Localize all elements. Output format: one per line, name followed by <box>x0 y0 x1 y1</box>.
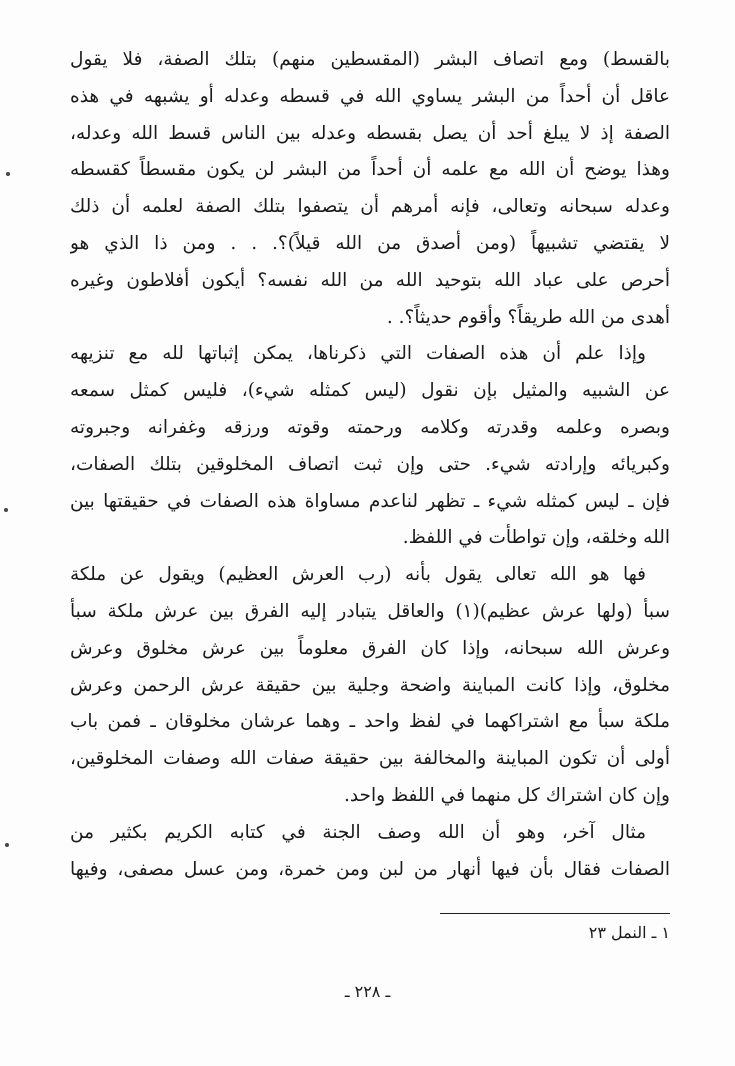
text-line-21: وإن كان اشتراك كل منهما في اللفظ واحد. <box>343 784 670 806</box>
text-line-19: ملكة سبأ مع اشتراكهما في لفظ واحد ـ وهما عرشان مخلوقان ـ فمن باب <box>70 711 670 733</box>
text-line-22: مثال آخر، وهو أن الله وصف الجنة في كتابه الكريم بكثير من <box>70 821 646 843</box>
text-line-20: أولى أن تكون المباينة والمخالفة بين حقيقة صفات الله وصفات المخلوقين، <box>70 748 670 770</box>
text-line-9: وإذا علم أن هذه الصفات التي ذكرناها، يمكن إثباتها لله مع تنزيهه <box>70 343 646 365</box>
text-line-12: وكبريائه وإرادته شيء. حتى وإن ثبت اتصاف المخلوقين بتلك الصفات، <box>70 453 670 475</box>
text-line-16: سبأ (ولها عرش عظيم)(١) والعاقل يتبادر إليه الفرق بين عرش ملكة سبأ <box>70 600 670 622</box>
scan-speck <box>5 843 9 847</box>
text-line-8: أهدى من الله طريقاً؟ وأقوم حديثاً؟. . <box>386 306 670 328</box>
text-line-13: فإن ـ ليس كمثله شيء ـ تظهر لناعدم مساواة هذه الصفات في حقيقتها بين <box>70 490 670 512</box>
scan-speck <box>6 172 10 176</box>
text-line-1: بالقسط) ومع اتصاف البشر (المقسطين منهم) بتلك الصفة، فلا يقول <box>70 49 670 70</box>
text-line-4: وهذا يوضح أن الله مع علمه أن أحداً من البشر لن يكون مقسطاً كقسطه <box>70 159 670 181</box>
text-line-7: أحرص على عباد الله بتوحيد الله من الله نفسه؟ أيكون أفلاطون وغيره <box>70 269 670 291</box>
text-line-3: الصفة إذ لا يبلغ أحد أن يصل بقسطه وعدله بين الناس قسط الله وعدله، <box>70 122 670 144</box>
page-number: ـ ٢٢٨ ـ <box>344 982 391 1001</box>
text-line-15: فها هو الله تعالى يقول بأنه (رب العرش العظيم) ويقول عن ملكة <box>70 564 646 586</box>
text-line-10: عن الشبيه والمثيل بإن نقول (ليس كمثله شيء)، فليس كمثل سمعه <box>70 380 670 402</box>
text-line-17: وعرش الله سبحانه، وإذا كان الفرق معلوماً بين عرش مخلوق وعرش <box>70 637 670 659</box>
text-line-23: الصفات فقال بأن فيها أنهار من لبن ومن خمرة، ومن عسل مصفى، وفيها <box>70 858 670 880</box>
text-line-11: وبصره وعلمه وقدرته وكلامه ورحمته وقوته ورزقه وغفرانه وجبروته <box>70 416 670 438</box>
footnote-divider <box>440 913 670 914</box>
text-line-2: عاقل أن أحداً من البشر يساوي الله في قسطه وعدله أو يشبهه في هذه <box>70 85 670 107</box>
footnote: ١ ـ النمل ٢٣ <box>588 923 670 942</box>
text-line-5: وعدله سبحانه وتعالى، فإنه أمرهم أن يتصفوا بتلك الصفة لعلمه أن ذلك <box>70 196 670 218</box>
text-line-14: الله وخلقه، وإن تواطأت في اللفظ. <box>402 527 670 549</box>
text-line-6: لا يقتضي تشبيهاً (ومن أصدق من الله قيلاً)؟. . . ومن ذا الذي هو <box>70 232 670 254</box>
text-line-18: مخلوق، وإذا كانت المباينة واضحة وجلية بين حقيقة عرش الرحمن وعرش <box>70 674 670 696</box>
body-text <box>70 42 670 888</box>
scan-speck <box>4 508 8 512</box>
